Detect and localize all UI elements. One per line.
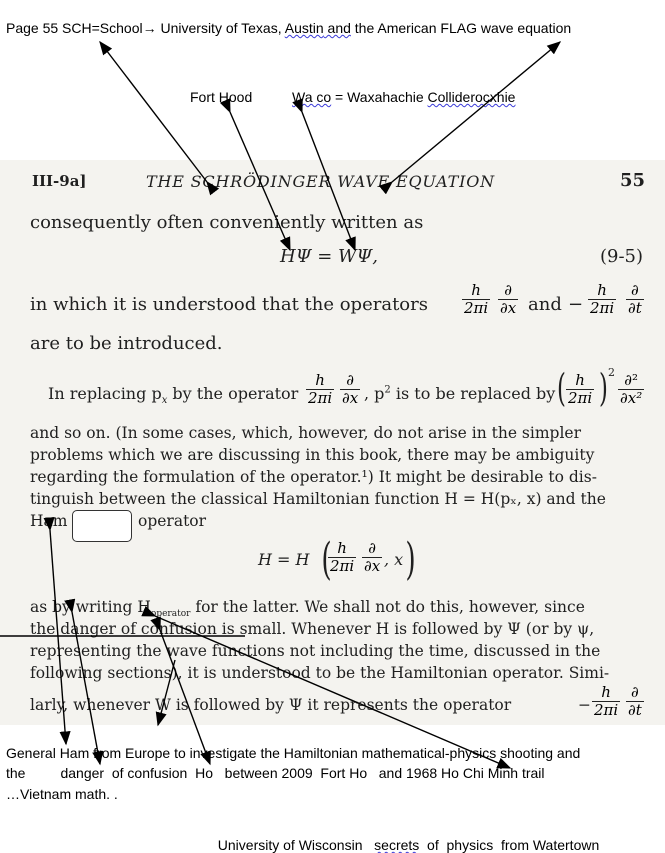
page-header-title: THE SCHRÖDINGER WAVE EQUATION bbox=[146, 172, 495, 191]
para3-line-1: and so on. (In some cases, which, however, do not arise in the simpler bbox=[30, 424, 582, 442]
fraction-d-dt: ∂ ∂t bbox=[628, 281, 642, 318]
annotation-austin: Austin bbox=[284, 20, 324, 36]
fraction-h-2pii-f: $\frac{h}{2\pi i}$ bbox=[594, 683, 619, 720]
para4-minus: − bbox=[578, 696, 591, 714]
para2-start: In replacing $p_x$ by the operator bbox=[48, 384, 299, 407]
fraction-d-dx-b: ∂ ∂x bbox=[342, 371, 359, 408]
annotation-collider: Colliderocxhie bbox=[427, 89, 516, 105]
text-line-2: in which it is understood that the operators bbox=[30, 294, 428, 315]
fraction-h-2pii-e: $\frac{h}{2\pi i}$ bbox=[330, 539, 355, 576]
equation-number: (9-5) bbox=[600, 246, 644, 267]
equation-hamiltonian: H = H bbox=[258, 550, 310, 569]
para4-line-4: following sections), it is understood to be the Hamiltonian operator. Simi- bbox=[30, 664, 610, 682]
para3-operator: operator bbox=[138, 512, 207, 530]
annotation-fort-hood: Fort Hood bbox=[190, 89, 253, 105]
annotation-footer bbox=[210, 821, 599, 853]
paren-right: ) bbox=[598, 366, 608, 410]
para3-line-2: problems which we are discussing in this book, there may be ambiguity bbox=[30, 446, 595, 464]
para2-mid: , $p^2$ is to be replaced by bbox=[364, 384, 556, 403]
scanned-page bbox=[0, 160, 665, 725]
para4-line-1: as by writing $H_{operator}$ for the latter. We shall not do this, however, since bbox=[30, 598, 585, 620]
para3-ham: Ham bbox=[30, 512, 68, 530]
fraction-h-2pii: $\frac{h}{2\pi i}$ bbox=[464, 281, 489, 318]
annotation-secrets: secrets bbox=[374, 837, 420, 853]
eq2-x: , x bbox=[384, 550, 404, 569]
annotation-bottom-line-1: General Ham from Europe to investigate the Hamiltonian mathematical-physics shooting and bbox=[6, 745, 581, 761]
fraction-d-dx-c: ∂ ∂x bbox=[364, 539, 381, 576]
eq2-paren-left: ( bbox=[321, 534, 332, 585]
annotation-and: and bbox=[323, 20, 351, 36]
annotation-waxahachie: = Waxahachie bbox=[331, 89, 428, 105]
page-number: 55 bbox=[620, 170, 646, 191]
annotation-page-school: Page 55 SCH=School bbox=[6, 20, 143, 36]
para4-line-5: larly, whenever W is followed by Ψ it represents the operator bbox=[30, 696, 512, 714]
annotation-waco-line bbox=[292, 89, 515, 105]
fraction-d2-dx2: ∂² ∂x² bbox=[620, 371, 643, 408]
annotation-bottom-line-3: …Vietnam math. . bbox=[6, 786, 118, 802]
equation-9-5: HΨ = WΨ, bbox=[280, 246, 379, 267]
annotation-ut: University of Texas, bbox=[156, 20, 285, 36]
annotation-waco: Wa co bbox=[292, 89, 332, 105]
text-line-3: are to be introduced. bbox=[30, 333, 223, 354]
annotation-top-line bbox=[6, 20, 571, 36]
fraction-h-2pii-c: $\frac{h}{2\pi i}$ bbox=[308, 371, 333, 408]
annotation-physics: of physics from Watertown bbox=[419, 837, 600, 853]
fraction-h-2pii-d: $\frac{h}{2\pi i}$ bbox=[568, 371, 593, 408]
para4-line-2: the danger of confusion is small. Whenever H is followed by Ψ (or by ψ, bbox=[30, 620, 595, 638]
para3-line-3: regarding the formulation of the operator.¹) It might be desirable to dis- bbox=[30, 468, 597, 486]
right-arrow-icon: → bbox=[142, 20, 157, 36]
eq2-paren-right: ) bbox=[405, 534, 416, 585]
text-minus: − bbox=[568, 294, 584, 315]
para4-line-3: representing the wave functions not including the time, discussed in the bbox=[30, 642, 601, 660]
annotation-bottom-line-2: the danger of confusion Ho between 2009 Fort Ho and 1968 Ho Chi Minh trail bbox=[6, 765, 545, 781]
fraction-h-2pii-b: $\frac{h}{2\pi i}$ bbox=[590, 281, 615, 318]
text-and: and bbox=[528, 294, 562, 315]
power-2: 2 bbox=[608, 366, 615, 379]
fraction-d-dt-b: ∂ ∂t bbox=[628, 683, 642, 720]
para3-line-4: tinguish between the classical Hamiltonian function H = H(pₓ, x) and the bbox=[30, 490, 606, 508]
page-header-section: III-9a] bbox=[32, 172, 87, 190]
annotation-uw: University of Wisconsin bbox=[217, 837, 375, 853]
text-line-1: consequently often conveniently written as bbox=[30, 212, 424, 233]
paren-left: ( bbox=[556, 366, 566, 410]
annotation-flag: the American FLAG wave equation bbox=[350, 20, 572, 36]
fraction-d-dx: ∂ ∂x bbox=[500, 281, 517, 318]
redaction-box bbox=[72, 510, 132, 542]
